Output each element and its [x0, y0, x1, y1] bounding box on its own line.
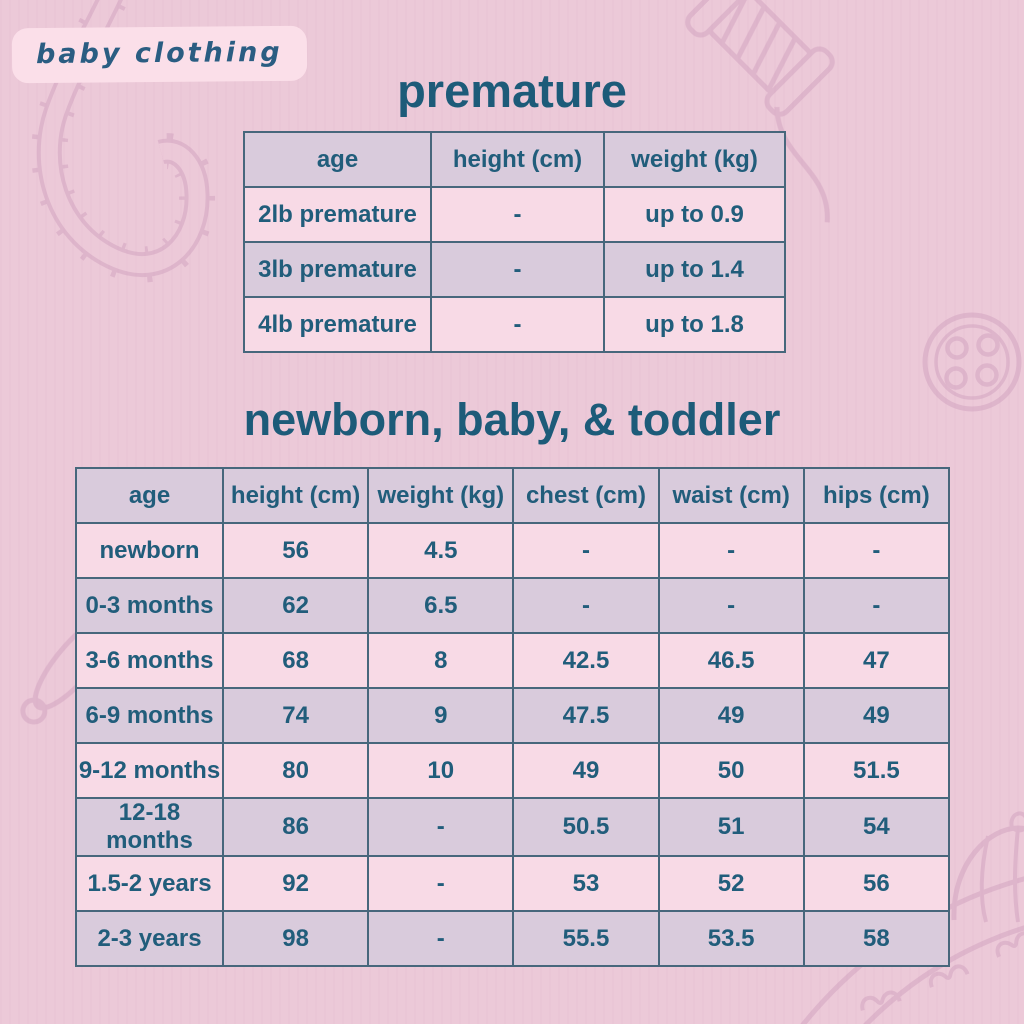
table-cell: 9-12 months — [76, 743, 223, 798]
table-header-row — [244, 132, 785, 187]
column-header: height (cm) — [431, 132, 604, 187]
table-cell: 49 — [659, 688, 804, 743]
table-cell: 8 — [368, 633, 513, 688]
table-cell: 62 — [223, 578, 368, 633]
table-row — [76, 798, 949, 856]
table-cell: 10 — [368, 743, 513, 798]
table-cell: up to 0.9 — [604, 187, 785, 242]
column-header: waist (cm) — [659, 468, 804, 523]
column-header: weight (kg) — [604, 132, 785, 187]
table-cell: 42.5 — [513, 633, 658, 688]
table-cell: - — [659, 523, 804, 578]
table-cell: 4lb premature — [244, 297, 431, 352]
table-cell: up to 1.8 — [604, 297, 785, 352]
table-row — [244, 297, 785, 352]
column-header: height (cm) — [223, 468, 368, 523]
table-row — [76, 743, 949, 798]
table-cell: - — [368, 911, 513, 966]
table-cell: newborn — [76, 523, 223, 578]
table-row — [76, 523, 949, 578]
table-cell: 98 — [223, 911, 368, 966]
table-cell: - — [804, 523, 949, 578]
table-cell: 86 — [223, 798, 368, 856]
table-cell: 47 — [804, 633, 949, 688]
table-cell: 46.5 — [659, 633, 804, 688]
table-cell: 1.5-2 years — [76, 856, 223, 911]
table-row — [244, 187, 785, 242]
table-cell: 2-3 years — [76, 911, 223, 966]
newborn-baby-toddler-table — [75, 467, 950, 967]
table-cell: 49 — [513, 743, 658, 798]
table-cell: 3lb premature — [244, 242, 431, 297]
table-cell: 6.5 — [368, 578, 513, 633]
table-row — [76, 911, 949, 966]
table-cell: 51 — [659, 798, 804, 856]
table-cell: - — [368, 798, 513, 856]
table-cell: 52 — [659, 856, 804, 911]
table-cell: - — [368, 856, 513, 911]
table-cell: - — [431, 187, 604, 242]
table-cell: 55.5 — [513, 911, 658, 966]
table-cell: - — [513, 578, 658, 633]
column-header: hips (cm) — [804, 468, 949, 523]
table-cell: 92 — [223, 856, 368, 911]
table-cell: 49 — [804, 688, 949, 743]
column-header: chest (cm) — [513, 468, 658, 523]
table-cell: 47.5 — [513, 688, 658, 743]
table-cell: up to 1.4 — [604, 242, 785, 297]
column-header: weight (kg) — [368, 468, 513, 523]
table-row — [76, 578, 949, 633]
table-cell: 50 — [659, 743, 804, 798]
premature-table — [243, 131, 786, 353]
table-cell: 2lb premature — [244, 187, 431, 242]
table-row — [76, 688, 949, 743]
table-cell: 51.5 — [804, 743, 949, 798]
table-cell: 9 — [368, 688, 513, 743]
table-cell: 54 — [804, 798, 949, 856]
table-cell: 53 — [513, 856, 658, 911]
table-row — [76, 856, 949, 911]
table-cell: 3-6 months — [76, 633, 223, 688]
table-cell: 58 — [804, 911, 949, 966]
table-cell: - — [804, 578, 949, 633]
table-cell: 53.5 — [659, 911, 804, 966]
badge-label: baby clothing — [35, 36, 283, 71]
table-cell: 56 — [804, 856, 949, 911]
table-cell: 50.5 — [513, 798, 658, 856]
table-row — [76, 633, 949, 688]
table-cell: - — [513, 523, 658, 578]
table-cell: 80 — [223, 743, 368, 798]
column-header: age — [244, 132, 431, 187]
table-cell: 4.5 — [368, 523, 513, 578]
column-header: age — [76, 468, 223, 523]
table-cell: - — [431, 297, 604, 352]
premature-title: premature — [397, 64, 627, 117]
table-cell: 74 — [223, 688, 368, 743]
table-cell: 56 — [223, 523, 368, 578]
table-cell: - — [659, 578, 804, 633]
table-header-row — [76, 468, 949, 523]
newborn-baby-toddler-title: newborn, baby, & toddler — [243, 394, 781, 445]
table-cell: 12-18 months — [76, 798, 223, 856]
table-cell: 6-9 months — [76, 688, 223, 743]
table-row — [244, 242, 785, 297]
table-cell: - — [431, 242, 604, 297]
table-cell: 68 — [223, 633, 368, 688]
table-cell: 0-3 months — [76, 578, 223, 633]
